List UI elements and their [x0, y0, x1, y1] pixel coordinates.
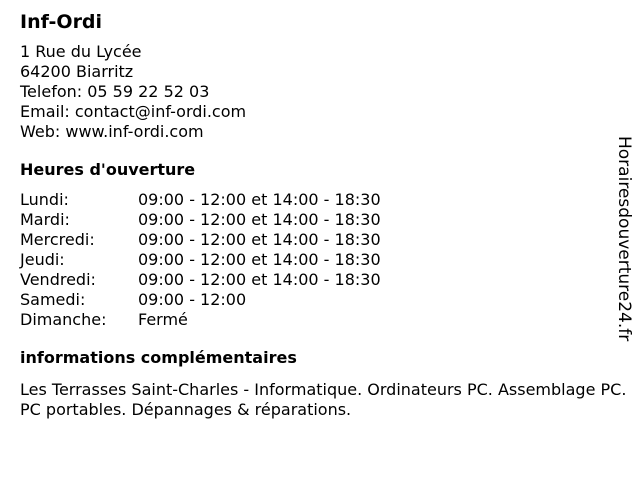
hours-row-saturday: [20, 290, 632, 310]
hours-time: 09:00 - 12:00 et 14:00 - 18:30: [138, 270, 381, 289]
info-text: Les Terrasses Saint-Charles - Informatique. Ordinateurs PC. Assemblage PC. PC portables. Dépannages & réparations.: [20, 380, 627, 419]
hours-time: 09:00 - 12:00: [138, 290, 247, 309]
hours-row-monday: [20, 190, 632, 210]
hours-time: 09:00 - 12:00 et 14:00 - 18:30: [138, 230, 381, 249]
hours-time: 09:00 - 12:00 et 14:00 - 18:30: [138, 250, 381, 269]
hours-time: 09:00 - 12:00 et 14:00 - 18:30: [138, 190, 381, 209]
hours-day-label: Samedi:: [20, 290, 86, 309]
hours-day-label: Mercredi:: [20, 230, 95, 249]
hours-row-thursday: [20, 250, 632, 270]
hours-day-label: Dimanche:: [20, 310, 107, 329]
watermark-text: Horairesdouverture24.fr: [614, 136, 634, 342]
hours-title: Heures d'ouverture: [20, 160, 196, 179]
hours-day-label: Jeudi:: [20, 250, 65, 269]
hours-row-sunday: [20, 310, 632, 330]
hours-day-label: Mardi:: [20, 210, 70, 229]
hours-table: [20, 190, 632, 330]
address-line-1: 1 Rue du Lycée: [20, 42, 142, 61]
hours-row-wednesday: [20, 230, 632, 250]
website: Web: www.inf-ordi.com: [20, 122, 204, 141]
address-line-2: 64200 Biarritz: [20, 62, 134, 81]
hours-time: 09:00 - 12:00 et 14:00 - 18:30: [138, 210, 381, 229]
hours-row-friday: [20, 270, 632, 290]
phone: Telefon: 05 59 22 52 03: [20, 82, 210, 101]
email: Email: contact@inf-ordi.com: [20, 102, 247, 121]
business-name: Inf-Ordi: [20, 11, 103, 33]
hours-row-tuesday: [20, 210, 632, 230]
business-card: [20, 10, 632, 420]
hours-day-label: Lundi:: [20, 190, 69, 209]
hours-time: Fermé: [138, 310, 188, 329]
hours-day-label: Vendredi:: [20, 270, 96, 289]
info-title: informations complémentaires: [20, 348, 297, 367]
